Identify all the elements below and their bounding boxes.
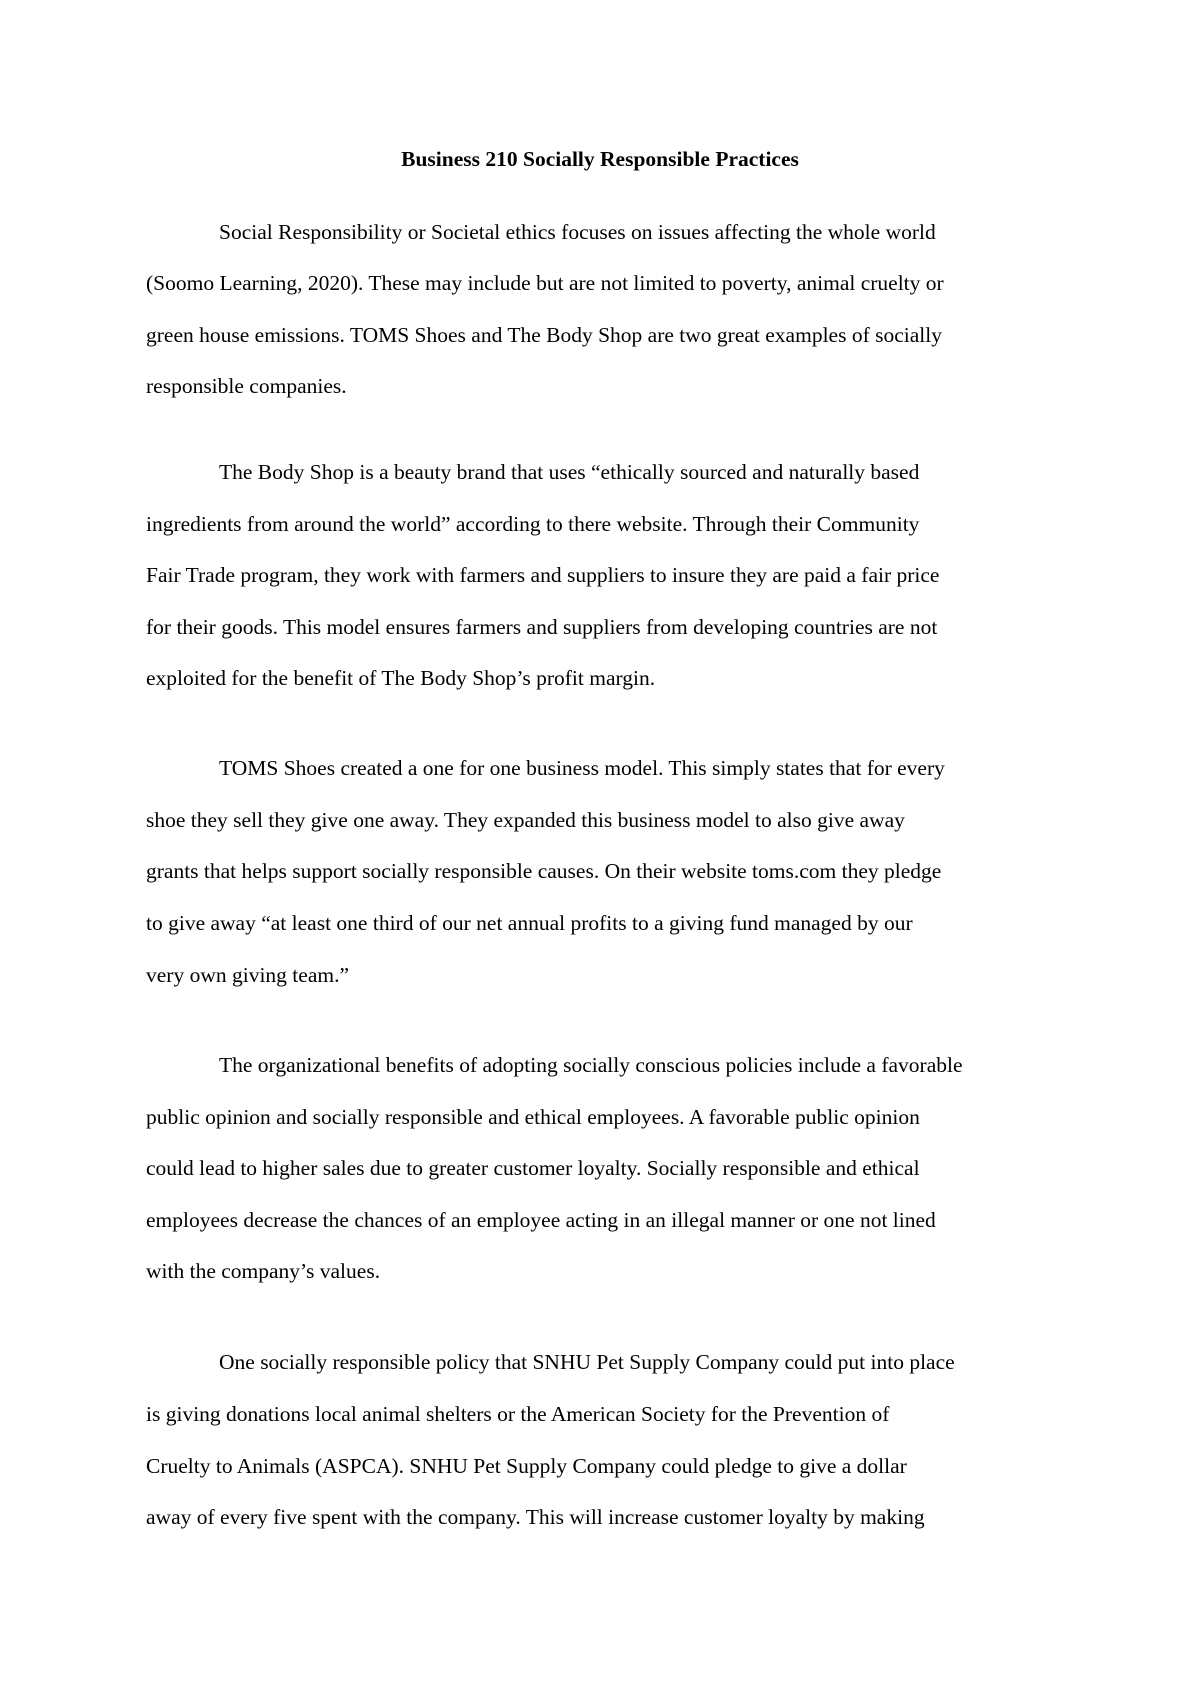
paragraph-2-line-3: Fair Trade program, they work with farmers and suppliers to insure they are paid a fair price <box>146 563 940 587</box>
paragraph-3-line-4: to give away “at least one third of our net annual profits to a giving fund managed by our <box>146 911 913 935</box>
paragraph-3-line-2: shoe they sell they give one away. They expanded this business model to also give away <box>146 808 905 832</box>
paragraph-1-line-2: (Soomo Learning, 2020). These may include but are not limited to poverty, animal cruelty or <box>146 271 944 295</box>
paragraph-3-line-3: grants that helps support socially responsible causes. On their website toms.com they pledge <box>146 859 942 883</box>
paragraph-4-line-4: employees decrease the chances of an employee acting in an illegal manner or one not lined <box>146 1208 936 1232</box>
paragraph-1-line-3: green house emissions. TOMS Shoes and The Body Shop are two great examples of socially <box>146 323 942 347</box>
paragraph-4-line-3: could lead to higher sales due to greater customer loyalty. Socially responsible and ethical <box>146 1156 920 1180</box>
paragraph-2-line-1: The Body Shop is a beauty brand that uses “ethically sourced and naturally based <box>219 460 920 484</box>
paragraph-5-line-1: One socially responsible policy that SNHU Pet Supply Company could put into place <box>219 1350 955 1374</box>
paragraph-3-line-1: TOMS Shoes created a one for one business model. This simply states that for every <box>219 756 945 780</box>
paragraph-1-line-1: Social Responsibility or Societal ethics focuses on issues affecting the whole world <box>219 220 936 244</box>
paragraph-3-line-5: very own giving team.” <box>146 963 350 987</box>
paragraph-4-line-2: public opinion and socially responsible and ethical employees. A favorable public opinion <box>146 1105 920 1129</box>
document-title: Business 210 Socially Responsible Practices <box>401 147 799 171</box>
paragraph-5-line-4: away of every five spent with the company. This will increase customer loyalty by making <box>146 1505 925 1529</box>
paragraph-4-line-1: The organizational benefits of adopting socially conscious policies include a favorable <box>219 1053 963 1077</box>
paragraph-5-line-2: is giving donations local animal shelters or the American Society for the Prevention of <box>146 1402 890 1426</box>
paragraph-5-line-3: Cruelty to Animals (ASPCA). SNHU Pet Supply Company could pledge to give a dollar <box>146 1454 907 1478</box>
paragraph-2-line-4: for their goods. This model ensures farmers and suppliers from developing countries are not <box>146 615 938 639</box>
paragraph-1-line-4: responsible companies. <box>146 374 347 398</box>
paragraph-2-line-5: exploited for the benefit of The Body Shop’s profit margin. <box>146 666 656 690</box>
paragraph-4-line-5: with the company’s values. <box>146 1259 381 1283</box>
paragraph-2-line-2: ingredients from around the world” according to there website. Through their Community <box>146 512 920 536</box>
